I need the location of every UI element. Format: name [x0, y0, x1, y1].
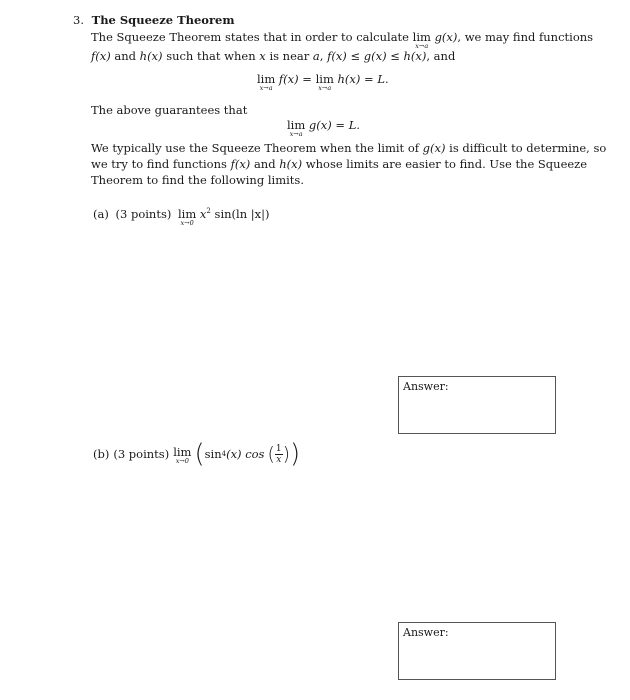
lim-word: lim [315, 72, 334, 86]
math-f-equals: f(x) = [278, 72, 312, 86]
math-h-x: h(x) [139, 49, 163, 63]
fraction-denominator: x [276, 454, 282, 465]
part-b-cos: (x) cos [226, 447, 265, 461]
lim-subscript: x→a [415, 42, 429, 50]
display-equation-1 [257, 72, 389, 91]
intro-text-1: The Squeeze Theorem states that in order to calculate [91, 30, 409, 44]
limit-h [316, 72, 334, 91]
intro-such-that: such that when [166, 49, 256, 63]
limit-g [287, 118, 305, 137]
problem-number: 3. [73, 13, 84, 27]
intro-comma: , [319, 49, 324, 63]
part-b-limit [173, 445, 191, 464]
guarantee-text: The above guarantees that [91, 103, 248, 117]
lim-word: lim [287, 118, 306, 132]
display-equation-2 [287, 118, 360, 137]
lim-subscript: x→a [318, 84, 332, 92]
intro-line-1 [91, 30, 593, 49]
paren-close: ) [282, 442, 291, 465]
lim-subscript: x→a [259, 84, 273, 92]
answer-label: Answer: [403, 380, 449, 393]
part-b-points: (3 points) [113, 447, 170, 461]
paren-open: ( [267, 442, 275, 465]
lim-word: lim [173, 444, 192, 459]
part-a-exponent: 2 [206, 207, 211, 216]
math-f-x: f(x) [230, 157, 251, 171]
paragraph-line-1 [91, 141, 606, 155]
part-a-sin-ln: sin(ln |x|) [210, 207, 270, 221]
part-a [93, 207, 269, 226]
lim-subscript: x→0 [180, 219, 194, 227]
part-b-sin: sin [204, 447, 222, 461]
intro-and: and [114, 49, 136, 63]
math-inequality: f(x) ≤ g(x) ≤ h(x) [327, 49, 427, 63]
lim-subscript: x→a [289, 130, 303, 138]
big-paren-open: ( [194, 439, 205, 469]
fraction-one-over-x [275, 444, 283, 465]
problem-title: The Squeeze Theorem [91, 13, 235, 27]
math-f-x: f(x) [91, 49, 111, 63]
part-a-x: x [199, 207, 207, 221]
part-a-limit [178, 207, 196, 226]
intro-text-1b: , we may find functions [457, 30, 594, 44]
math-h-x: h(x) [279, 157, 303, 171]
part-b-label: (b) [93, 447, 110, 461]
para-text-2c: whose limits are easier to find. Use the Squeeze [305, 157, 588, 171]
lim-word: lim [178, 207, 197, 221]
answer-box-a[interactable] [398, 376, 556, 434]
math-g-equals-l: g(x) = L. [308, 118, 360, 132]
paragraph-line-3: Theorem to find the following limits. [91, 173, 304, 187]
para-text-2a: we try to find functions [91, 157, 227, 171]
para-text-1b: is difficult to determine, so [449, 141, 607, 155]
limit-f [257, 72, 275, 91]
part-b-exponent: 4 [221, 450, 227, 458]
big-paren-close: ) [290, 439, 301, 469]
limit-x-to-a [413, 30, 431, 49]
math-x: x [259, 49, 266, 63]
part-a-points: (3 points) [115, 207, 172, 221]
part-a-label: (a) [93, 207, 109, 221]
part-b [93, 437, 300, 471]
math-g-x: g(x) [434, 30, 458, 44]
answer-box-b[interactable] [398, 622, 556, 680]
para-text-2b: and [253, 157, 276, 171]
intro-and-2: , and [426, 49, 456, 63]
lim-subscript: x→0 [175, 456, 189, 465]
fraction-numerator: 1 [275, 443, 282, 454]
math-h-equals-l: h(x) = L. [337, 72, 389, 86]
intro-line-2 [91, 49, 455, 63]
math-g-x: g(x) [422, 141, 446, 155]
problem-heading [73, 13, 235, 27]
math-a: a [312, 49, 320, 63]
answer-label: Answer: [403, 626, 449, 639]
lim-word: lim [412, 30, 431, 44]
paragraph-line-2 [91, 157, 587, 171]
intro-is-near: is near [269, 49, 310, 63]
lim-word: lim [257, 72, 276, 86]
para-text-1: We typically use the Squeeze Theorem when the limit of [91, 141, 420, 155]
